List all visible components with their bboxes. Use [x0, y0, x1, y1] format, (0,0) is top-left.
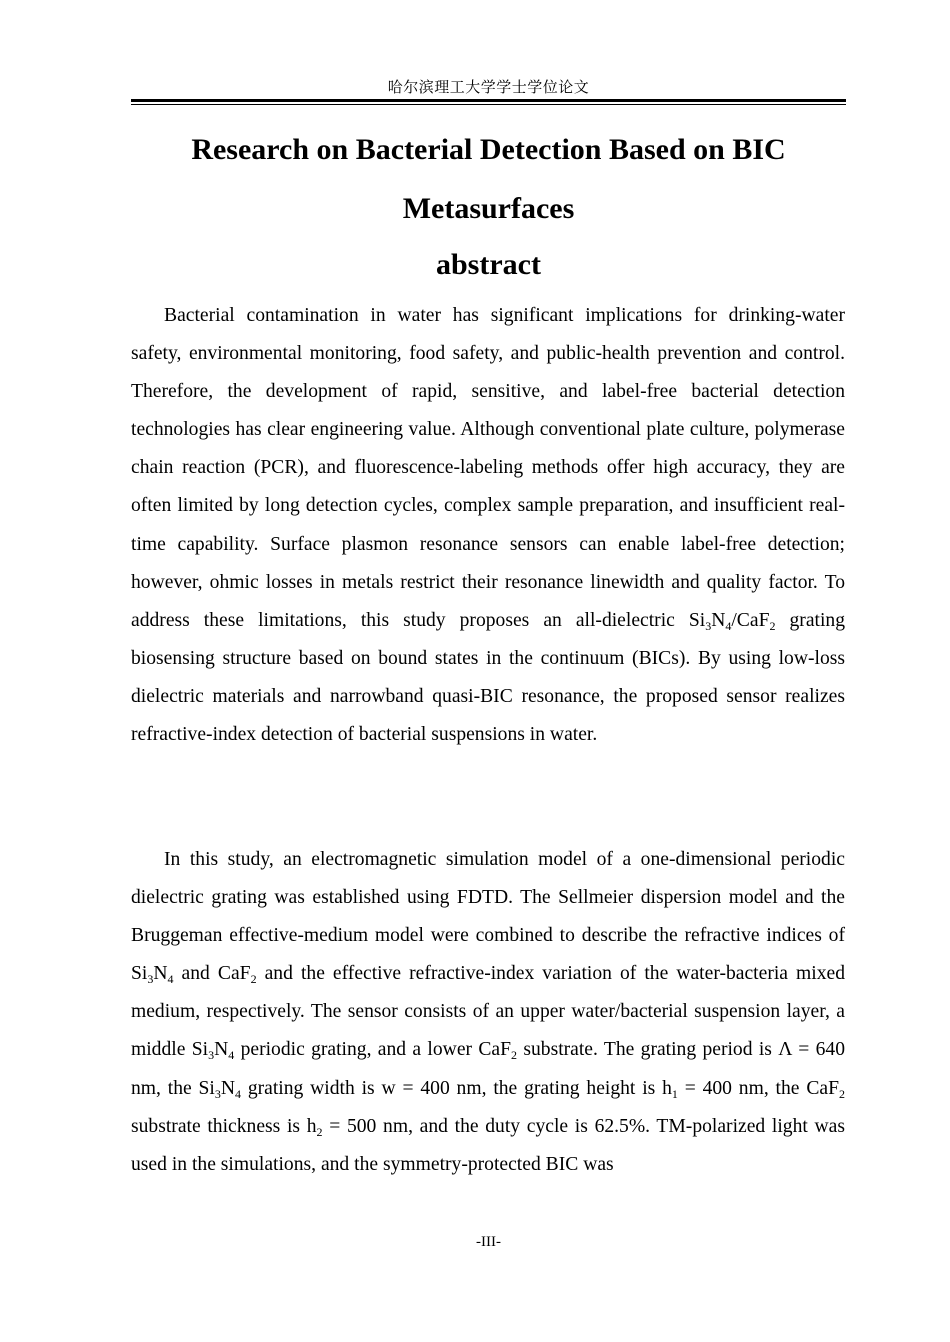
- title-line-1: Research on Bacterial Detection Based on BIC: [191, 133, 786, 166]
- running-header: 哈尔滨理工大学学士学位论文: [387, 80, 590, 96]
- title-line-2: Metasurfaces: [402, 192, 575, 225]
- abstract-heading: abstract: [436, 248, 541, 281]
- abstract-paragraph-1: Bacterial contamination in water has significant implications for drinking-water safety, environmental monitoring, food safety, and public-health prevention and control. Therefore, the development of rapid, sensitive, and label-free bacterial detection technologies has clear engineering value. Although conventional plate culture, polymerase chain reaction (PCR), and fluorescence-labeling methods offer high accuracy, they are often limited by long detection cycles, complex sample preparation, and insufficient real-time capability. Surface plasmon resonance sensors can enable label-free detection; however, ohmic losses in metals restrict their resonance linewidth and quality factor. To address these limitations, this study proposes an all-dielectric $Si_3N_4/CaF_2$ grating biosensing structure based on bound states in the continuum (BICs). By using low-loss dielectric materials and narrowband quasi-BIC resonance, the proposed sensor realizes refractive-index detection of bacterial suspensions in water.: [131, 305, 845, 746]
- page-number: -III-: [476, 1234, 501, 1250]
- header-rule-thin: [131, 104, 846, 105]
- abstract-paragraph-2: In this study, an electromagnetic simulation model of a one-dimensional periodic dielectric grating was established using FDTD. The Sellmeier dispersion model and the Bruggeman effective-medium model were combined to describe the refractive indices of $Si_3N_4$ and CaF$_2$ and the effective refractive-index variation of the water-bacteria mixed medium, respectively. The sensor consists of an upper water/bacterial suspension layer, a middle $Si_3N_4$ periodic grating, and a lower CaF$_2$ substrate. The grating period is Λ = 640 nm, the $Si_3N_4$ grating width is w = 400 nm, the grating height is $h_1 = 400$ nm, the CaF$_2$ substrate thickness is $h_2 = 500$ nm, and the duty cycle is 62.5%. TM-polarized light was used in the simulations, and the symmetry-protected BIC was: [131, 849, 846, 1175]
- header-rule-thick: [131, 99, 846, 102]
